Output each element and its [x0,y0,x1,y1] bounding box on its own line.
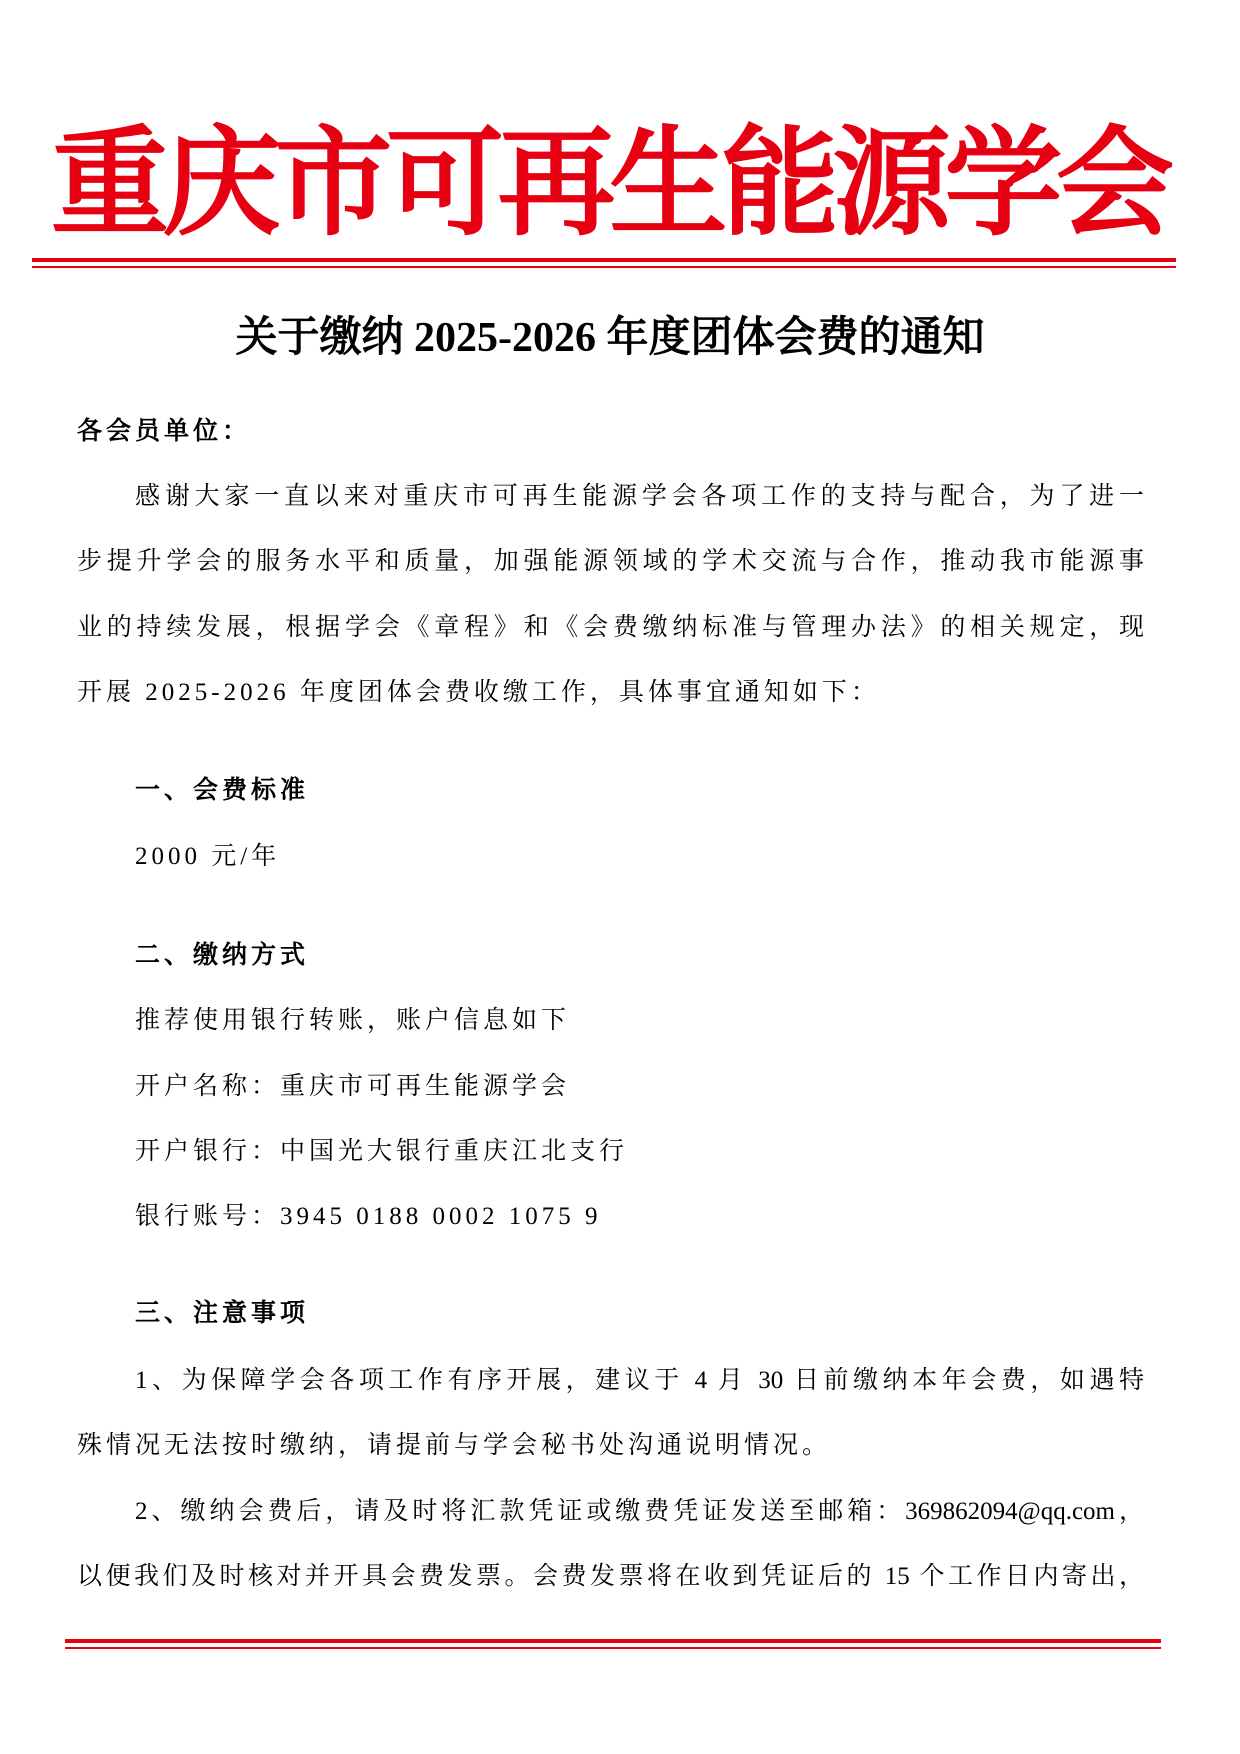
fee-amount: 2000 元/年 [135,843,281,870]
notice-title: 关于缴纳 2025-2026 年度团体会费的通知 [235,315,985,361]
note-item-1-line: 1、为保障学会各项工作有序开展，建议于 4 月 30 日前缴纳本年会费，如遇特 [135,1367,1144,1394]
account-bank: 开户银行：中国光大银行重庆江北支行 [135,1138,629,1165]
intro-line: 开展 2025-2026 年度团体会费收缴工作，具体事宜通知如下： [77,679,880,706]
account-number: 银行账号：3945 0188 0002 1075 9 [135,1203,602,1230]
footer-rule-thick [65,1639,1161,1643]
letterhead-rule-thin [32,266,1176,268]
footer-rule-thin [65,1647,1161,1649]
note-item-1-line: 殊情况无法按时缴纳，请提前与学会秘书处沟通说明情况。 [77,1432,832,1459]
account-name: 开户名称：重庆市可再生能源学会 [135,1073,571,1100]
intro-line: 步提升学会的服务水平和质量，加强能源领域的学术交流与合作，推动我市能源事 [77,548,1144,575]
payment-recommendation: 推荐使用银行转账，账户信息如下 [135,1007,571,1034]
section-heading-fee-standard: 一、会费标准 [135,777,310,804]
letterhead-rule-thick [32,258,1176,262]
section-heading-payment-method: 二、缴纳方式 [135,942,310,969]
note-item-2-line: 2、缴纳会费后，请及时将汇款凭证或缴费凭证发送至邮箱：369862094@qq.com， [135,1498,1144,1525]
section-heading-notes: 三、注意事项 [135,1300,310,1327]
salutation: 各会员单位： [77,418,252,445]
intro-line: 感谢大家一直以来对重庆市可再生能源学会各项工作的支持与配合，为了进一 [135,483,1144,510]
letterhead-org-name: 重庆市可再生能源学会 [51,114,1167,252]
note-item-2-line: 以便我们及时核对并开具会费发票。会费发票将在收到凭证后的 15 个工作日内寄出， [77,1563,1144,1590]
intro-line: 业的持续发展，根据学会《章程》和《会费缴纳标准与管理办法》的相关规定，现 [77,614,1144,641]
